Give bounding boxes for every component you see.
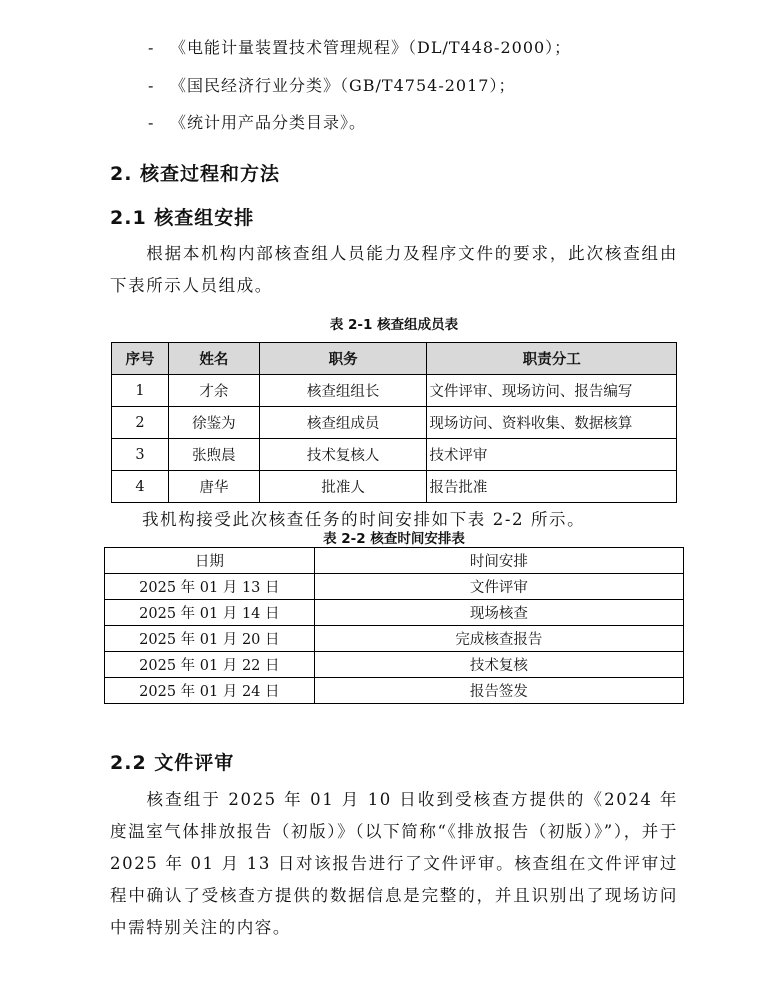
table-cell: 报告签发 <box>314 678 683 704</box>
table-row <box>105 678 684 704</box>
table-cell: 完成核查报告 <box>314 626 683 652</box>
table-cell: 现场核查 <box>314 600 683 626</box>
table-cell: 3 <box>112 439 169 471</box>
table-row <box>112 407 677 439</box>
table-cell: 2025 年 01 月 13 日 <box>105 574 315 600</box>
bullet-marker: - <box>148 38 155 57</box>
section-2-1-heading: 2.1 核查组安排 <box>110 207 255 229</box>
reference-item <box>148 38 571 58</box>
table2-caption: 表 2-2 核查时间安排表 <box>323 531 465 547</box>
table-cell: 文件评审 <box>314 574 683 600</box>
header-cell: 职责分工 <box>427 343 677 375</box>
section-2-1-paragraph <box>110 238 678 302</box>
bullet-marker: - <box>148 76 155 95</box>
reference-item <box>148 113 366 133</box>
table-row <box>112 471 677 503</box>
reference-text: 《统计用产品分类目录》。 <box>170 113 367 132</box>
table-row <box>105 626 684 652</box>
header-cell: 时间安排 <box>314 548 683 574</box>
table-row <box>105 652 684 678</box>
table-cell: 2025 年 01 月 24 日 <box>105 678 315 704</box>
table-cell: 文件评审、现场访问、报告编写 <box>427 375 677 407</box>
table-cell: 徐鉴为 <box>168 407 259 439</box>
header-cell: 姓名 <box>168 343 259 375</box>
section-2-heading: 2. 核查过程和方法 <box>110 163 281 185</box>
reference-text: 《电能计量装置技术管理规程》（DL/T448-2000）； <box>170 38 572 57</box>
table-cell: 技术复核人 <box>259 439 427 471</box>
section-2-2-heading: 2.2 文件评审 <box>110 752 235 774</box>
section-2-2-text: 核查组于 2025 年 01 月 10 日收到受核查方提供的《2024 年度温室气体排放报告（初版）》（以下简称“《排放报告（初版）》”），并于 2025 年 01 月 13 日对该报告进行了文件评审。核查组在文件评审过程中确认了受核查方提供的数据信息是完整的，并且识别出了现场访问中需特别关注的内容。 <box>110 790 678 937</box>
section-2-1-text: 根据本机构内部核查组人员能力及程序文件的要求，此次核查组由下表所示人员组成。 <box>110 244 678 295</box>
table-cell: 现场访问、资料收集、数据核算 <box>427 407 677 439</box>
team-members-table <box>111 342 677 503</box>
reference-item <box>148 76 515 96</box>
header-cell: 序号 <box>112 343 169 375</box>
table-row <box>112 439 677 471</box>
table-cell: 2 <box>112 407 169 439</box>
table-header-row <box>105 548 684 574</box>
table-row <box>105 600 684 626</box>
table-cell: 1 <box>112 375 169 407</box>
table-cell: 张煦晨 <box>168 439 259 471</box>
table-cell: 2025 年 01 月 22 日 <box>105 652 315 678</box>
table-cell: 2025 年 01 月 14 日 <box>105 600 315 626</box>
table-cell: 技术复核 <box>314 652 683 678</box>
table-header-row <box>112 343 677 375</box>
table-cell: 4 <box>112 471 169 503</box>
table-row <box>112 375 677 407</box>
table-cell: 才余 <box>168 375 259 407</box>
table-cell: 核查组成员 <box>259 407 427 439</box>
schedule-table <box>104 547 684 704</box>
header-cell: 日期 <box>105 548 315 574</box>
table-cell: 报告批准 <box>427 471 677 503</box>
table1-caption: 表 2-1 核查组成员表 <box>329 317 459 333</box>
table-cell: 唐华 <box>168 471 259 503</box>
table-cell: 批准人 <box>259 471 427 503</box>
reference-text: 《国民经济行业分类》（GB/T4754-2017）； <box>170 76 516 95</box>
header-cell: 职务 <box>259 343 427 375</box>
table-cell: 技术评审 <box>427 439 677 471</box>
schedule-intro-text: 我机构接受此次核查任务的时间安排如下表 2-2 所示。 <box>142 510 586 529</box>
table-cell: 2025 年 01 月 20 日 <box>105 626 315 652</box>
table-row <box>105 574 684 600</box>
bullet-marker: - <box>148 113 155 132</box>
section-2-2-paragraph <box>110 784 678 944</box>
table-cell: 核查组组长 <box>259 375 427 407</box>
